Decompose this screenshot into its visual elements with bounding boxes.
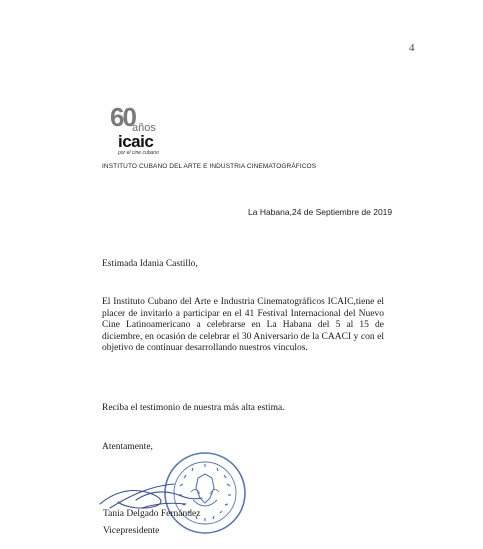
date-line: La Habana,24 de Septiembre de 2019 xyxy=(248,207,393,217)
closing-line: Reciba el testimonio de nuestra más alta estima. xyxy=(102,403,285,413)
signer-title: Vicepresidente xyxy=(103,526,160,536)
logo-brand: icaic xyxy=(118,132,154,151)
institute-name: INSTITUTO CUBANO DEL ARTE E INDUSTRIA CINEMATOGRÁFICOS xyxy=(102,163,317,170)
page-number: 4 xyxy=(409,42,415,54)
icaic-logo xyxy=(110,104,190,164)
salutation: Estimada Idania Castillo, xyxy=(102,259,198,269)
logo-anos: años xyxy=(132,122,156,134)
logo-sixty: 60 xyxy=(110,102,135,132)
signer-name: Tania Delgado Fernández xyxy=(103,509,201,519)
body-paragraph: El Instituto Cubano del Arte e Industria Cinematográficos ICAIC,tiene el placer de invitarlo a participar en el 41 Festival Internacional del Nuevo Cine Latinoamericano a celebrarse en La Habana del 5 al 15 de diciembre, en ocasión de celebrar el 30 Aniversario de la CAACI y con el objetivo de continuar desarrollando nuestros vínculos. xyxy=(102,297,384,353)
regards-line: Atentamente, xyxy=(102,442,153,452)
logo-tagline: por el cine cubano xyxy=(118,150,159,156)
